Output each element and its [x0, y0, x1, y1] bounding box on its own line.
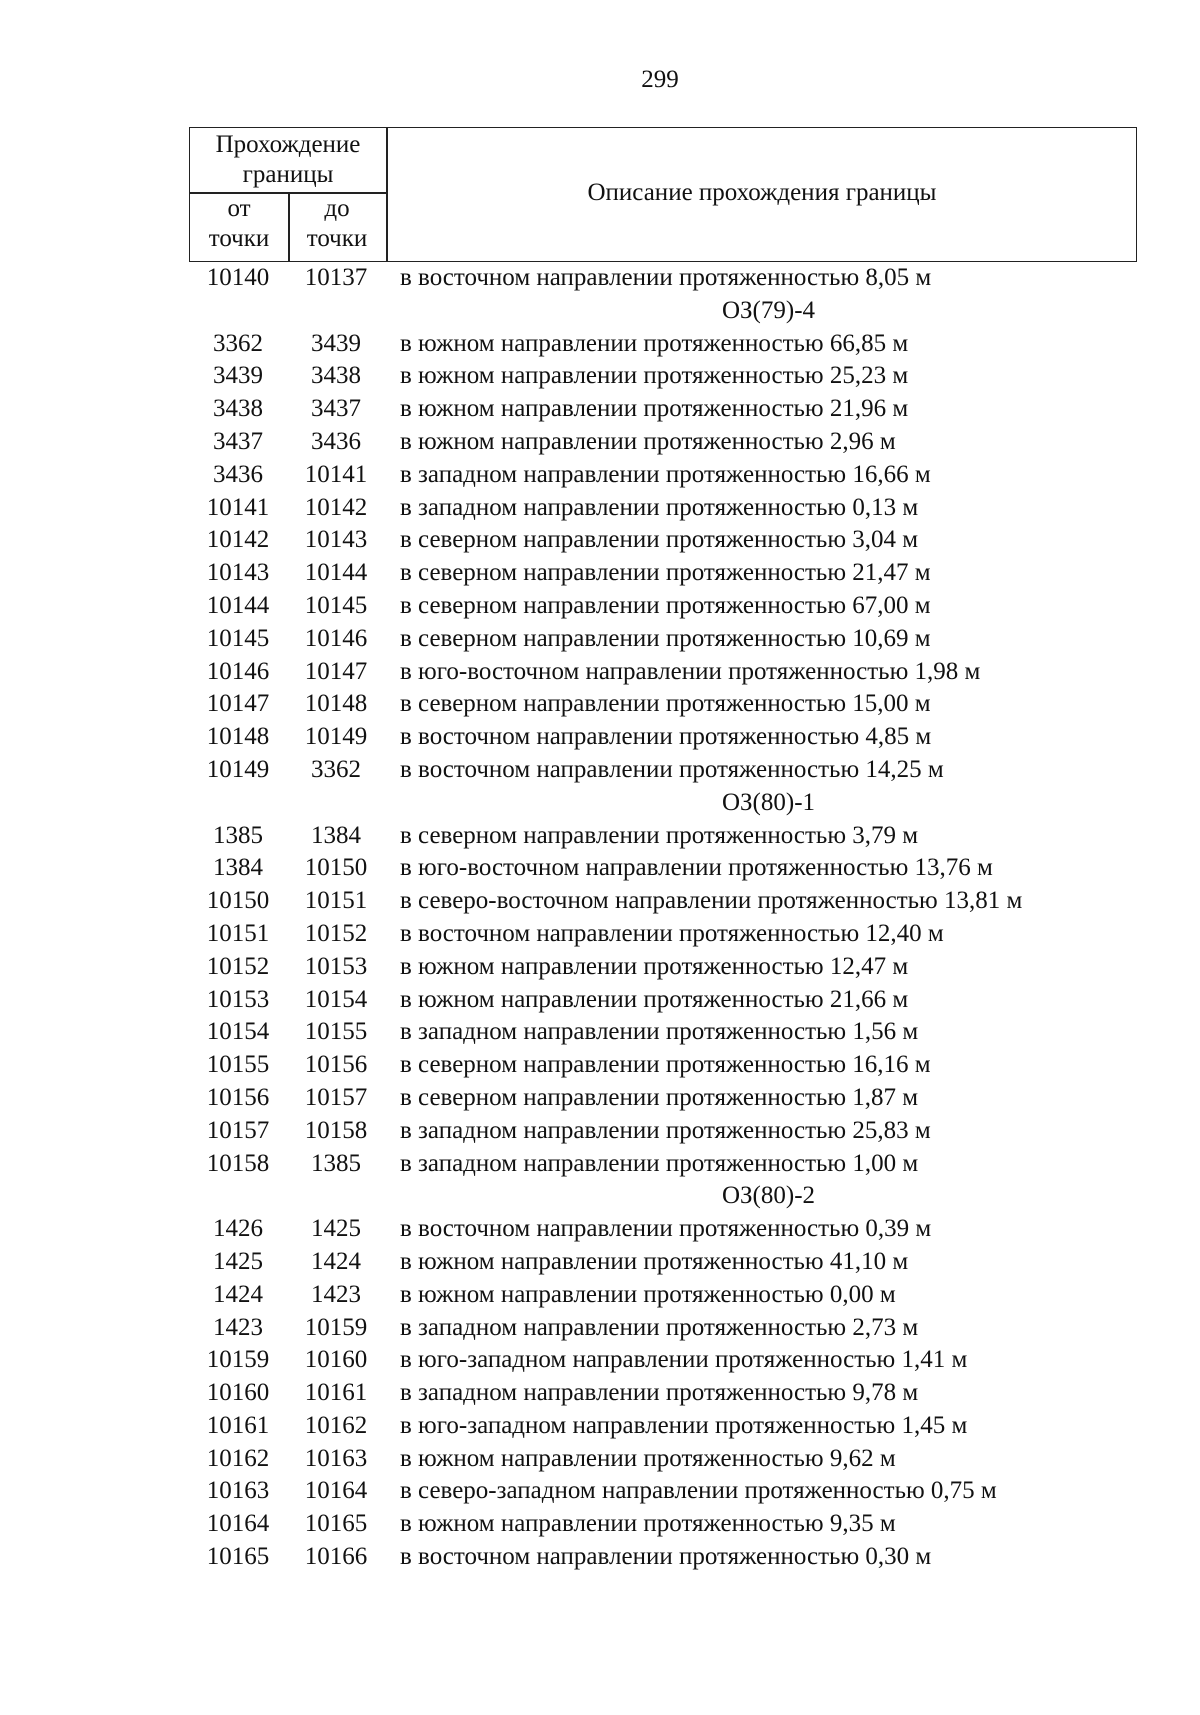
boundary-description: в юго-западном направлении протяженностью 1,41 м: [400, 1346, 968, 1374]
point-from: 10154: [206, 1018, 270, 1046]
boundary-description: в северном направлении протяженностью 1,87 м: [400, 1083, 919, 1111]
point-from: 10157: [206, 1116, 270, 1144]
point-to: 1425: [311, 1215, 361, 1243]
point-from: 10160: [206, 1379, 270, 1407]
boundary-description: в западном направлении протяженностью 1,56 м: [400, 1018, 919, 1046]
header-divider: [288, 193, 290, 261]
boundary-description: в западном направлении протяженностью 2,73 м: [400, 1313, 919, 1341]
table-row: [189, 590, 1137, 623]
table-row: [189, 1541, 1137, 1574]
point-to: 1385: [311, 1149, 361, 1177]
point-from: 10164: [206, 1510, 270, 1538]
table-row: [189, 1246, 1137, 1279]
table-row: [189, 1377, 1137, 1410]
point-from: 10142: [206, 526, 270, 554]
table-row: [189, 360, 1137, 393]
table-row: [189, 688, 1137, 721]
point-from: 10151: [206, 919, 270, 947]
point-to: 10156: [304, 1051, 368, 1079]
point-to: 10157: [304, 1083, 368, 1111]
table-row: [189, 1213, 1137, 1246]
point-to: 1423: [311, 1280, 361, 1308]
point-from: 10153: [206, 985, 270, 1013]
table-row: [189, 1049, 1137, 1082]
boundary-description: в южном направлении протяженностью 9,35 м: [400, 1510, 896, 1538]
table-header: [189, 127, 1137, 262]
boundary-description: в северном направлении протяженностью 16,16 м: [400, 1051, 931, 1079]
boundary-description: в северном направлении протяженностью 15,00 м: [400, 690, 931, 718]
point-from: 10145: [206, 624, 270, 652]
boundary-description: в южном направлении протяженностью 12,47 м: [400, 952, 909, 980]
table-row: [189, 1082, 1137, 1115]
table-row: [189, 984, 1137, 1017]
point-to: 10152: [304, 919, 368, 947]
table-row: [189, 492, 1137, 525]
table-row: [189, 1279, 1137, 1312]
boundary-description: в северном направлении протяженностью 3,79 м: [400, 821, 919, 849]
section-heading: [189, 787, 1137, 820]
point-from: 1424: [213, 1280, 263, 1308]
point-from: 1426: [213, 1215, 263, 1243]
table-row: [189, 721, 1137, 754]
table-row: [189, 557, 1137, 590]
boundary-table-body: [189, 262, 1137, 1574]
boundary-description: в южном направлении протяженностью 2,96 м: [400, 427, 896, 455]
boundary-description: в восточном направлении протяженностью 0,30 м: [400, 1543, 932, 1571]
table-row: [189, 623, 1137, 656]
boundary-description: в восточном направлении протяженностью 14,25 м: [400, 755, 944, 783]
point-from: 10162: [206, 1444, 270, 1472]
point-to: 10162: [304, 1411, 368, 1439]
point-from: 10159: [206, 1346, 270, 1374]
point-to: 10150: [304, 854, 368, 882]
table-row: [189, 1475, 1137, 1508]
point-to: 1384: [311, 821, 361, 849]
table-row: [189, 1443, 1137, 1476]
section-title: ОЗ(79)-4: [721, 296, 816, 324]
point-from: 10163: [206, 1477, 270, 1505]
point-to: 10144: [304, 559, 368, 587]
point-to: 3362: [311, 755, 361, 783]
header-description: Описание прохождения границы: [587, 179, 937, 206]
table-row: [189, 524, 1137, 557]
boundary-description: в северном направлении протяженностью 10,69 м: [400, 624, 931, 652]
boundary-description: в южном направлении протяженностью 25,23 м: [400, 362, 909, 390]
point-to: 10151: [304, 887, 368, 915]
table-row: [189, 1312, 1137, 1345]
point-to: 1424: [311, 1247, 361, 1275]
boundary-description: в восточном направлении протяженностью 12,40 м: [400, 919, 944, 947]
point-to: 10146: [304, 624, 368, 652]
point-from: 10141: [206, 493, 270, 521]
boundary-description: в юго-восточном направлении протяженностью 13,76 м: [400, 854, 993, 882]
boundary-description: в западном направлении протяженностью 1,00 м: [400, 1149, 919, 1177]
table-row: [189, 459, 1137, 492]
table-row: [189, 656, 1137, 689]
boundary-description: в западном направлении протяженностью 16,66 м: [400, 460, 931, 488]
table-row: [189, 1508, 1137, 1541]
point-to: 10141: [304, 460, 368, 488]
point-from: 10147: [206, 690, 270, 718]
header-passage: Прохождение границы: [215, 131, 361, 188]
table-row: [189, 426, 1137, 459]
table-row: [189, 918, 1137, 951]
section-heading: [189, 1180, 1137, 1213]
section-heading: [189, 295, 1137, 328]
point-to: 10165: [304, 1510, 368, 1538]
section-title: ОЗ(80)-1: [721, 788, 816, 816]
point-to: 10154: [304, 985, 368, 1013]
point-from: 3362: [213, 329, 263, 357]
point-from: 1423: [213, 1313, 263, 1341]
table-row: [189, 393, 1137, 426]
boundary-description: в южном направлении протяженностью 21,96 м: [400, 395, 909, 423]
point-to: 10163: [304, 1444, 368, 1472]
table-row: [189, 885, 1137, 918]
boundary-description: в южном направлении протяженностью 0,00 м: [400, 1280, 896, 1308]
header-from: от точки: [208, 195, 270, 252]
point-from: 10165: [206, 1543, 270, 1571]
point-from: 10161: [206, 1411, 270, 1439]
boundary-description: в южном направлении протяженностью 9,62 м: [400, 1444, 896, 1472]
point-to: 10142: [304, 493, 368, 521]
point-to: 10147: [304, 657, 368, 685]
boundary-description: в западном направлении протяженностью 0,13 м: [400, 493, 919, 521]
point-to: 3436: [311, 427, 361, 455]
table-row: [189, 1016, 1137, 1049]
point-to: 10158: [304, 1116, 368, 1144]
point-to: 10161: [304, 1379, 368, 1407]
point-to: 10159: [304, 1313, 368, 1341]
point-from: 3436: [213, 460, 263, 488]
table-row: [189, 1344, 1137, 1377]
boundary-description: в восточном направлении протяженностью 0,39 м: [400, 1215, 932, 1243]
point-to: 3437: [311, 395, 361, 423]
point-to: 10160: [304, 1346, 368, 1374]
table-row: [189, 262, 1137, 295]
boundary-description: в восточном направлении протяженностью 8,05 м: [400, 264, 932, 291]
boundary-description: в южном направлении протяженностью 21,66 м: [400, 985, 909, 1013]
point-to: 10164: [304, 1477, 368, 1505]
point-from: 10152: [206, 952, 270, 980]
boundary-description: в юго-восточном направлении протяженностью 1,98 м: [400, 657, 981, 685]
point-from: 10149: [206, 755, 270, 783]
point-to: 3438: [311, 362, 361, 390]
point-from: 10143: [206, 559, 270, 587]
boundary-description: в северо-западном направлении протяженностью 0,75 м: [400, 1477, 997, 1505]
point-from: 10146: [206, 657, 270, 685]
table-row: [189, 754, 1137, 787]
point-from: 10155: [206, 1051, 270, 1079]
boundary-description: в северном направлении протяженностью 67,00 м: [400, 591, 931, 619]
point-to: 10166: [304, 1543, 368, 1571]
point-from: 10144: [206, 591, 270, 619]
point-to: 3439: [311, 329, 361, 357]
point-to: 10153: [304, 952, 368, 980]
point-from: 10140: [206, 264, 270, 291]
page-number: 299: [641, 66, 679, 93]
boundary-description: в южном направлении протяженностью 66,85 м: [400, 329, 909, 357]
point-from: 10156: [206, 1083, 270, 1111]
table-row: [189, 1410, 1137, 1443]
point-from: 10148: [206, 723, 270, 751]
section-title: ОЗ(80)-2: [721, 1182, 816, 1210]
boundary-description: в северном направлении протяженностью 3,04 м: [400, 526, 919, 554]
point-to: 10148: [304, 690, 368, 718]
boundary-description: в западном направлении протяженностью 25,83 м: [400, 1116, 931, 1144]
table-row: [189, 852, 1137, 885]
table-row: [189, 1148, 1137, 1181]
point-to: 10137: [304, 264, 368, 291]
point-to: 10149: [304, 723, 368, 751]
point-from: 1425: [213, 1247, 263, 1275]
boundary-description: в северо-восточном направлении протяженностью 13,81 м: [400, 887, 1023, 915]
boundary-description: в восточном направлении протяженностью 4,85 м: [400, 723, 932, 751]
table-row: [189, 328, 1137, 361]
boundary-description: в западном направлении протяженностью 9,78 м: [400, 1379, 919, 1407]
point-from: 10150: [206, 887, 270, 915]
point-from: 3438: [213, 395, 263, 423]
table-row: [189, 820, 1137, 853]
point-to: 10145: [304, 591, 368, 619]
table-row: [189, 951, 1137, 984]
boundary-description: в северном направлении протяженностью 21,47 м: [400, 559, 931, 587]
boundary-description: в южном направлении протяженностью 41,10 м: [400, 1247, 909, 1275]
table-row: [189, 1115, 1137, 1148]
header-to: до точки: [306, 195, 368, 252]
point-from: 1384: [213, 854, 263, 882]
point-from: 3439: [213, 362, 263, 390]
point-from: 1385: [213, 821, 263, 849]
boundary-description: в юго-западном направлении протяженностью 1,45 м: [400, 1411, 968, 1439]
point-from: 3437: [213, 427, 263, 455]
point-to: 10155: [304, 1018, 368, 1046]
point-from: 10158: [206, 1149, 270, 1177]
point-to: 10143: [304, 526, 368, 554]
